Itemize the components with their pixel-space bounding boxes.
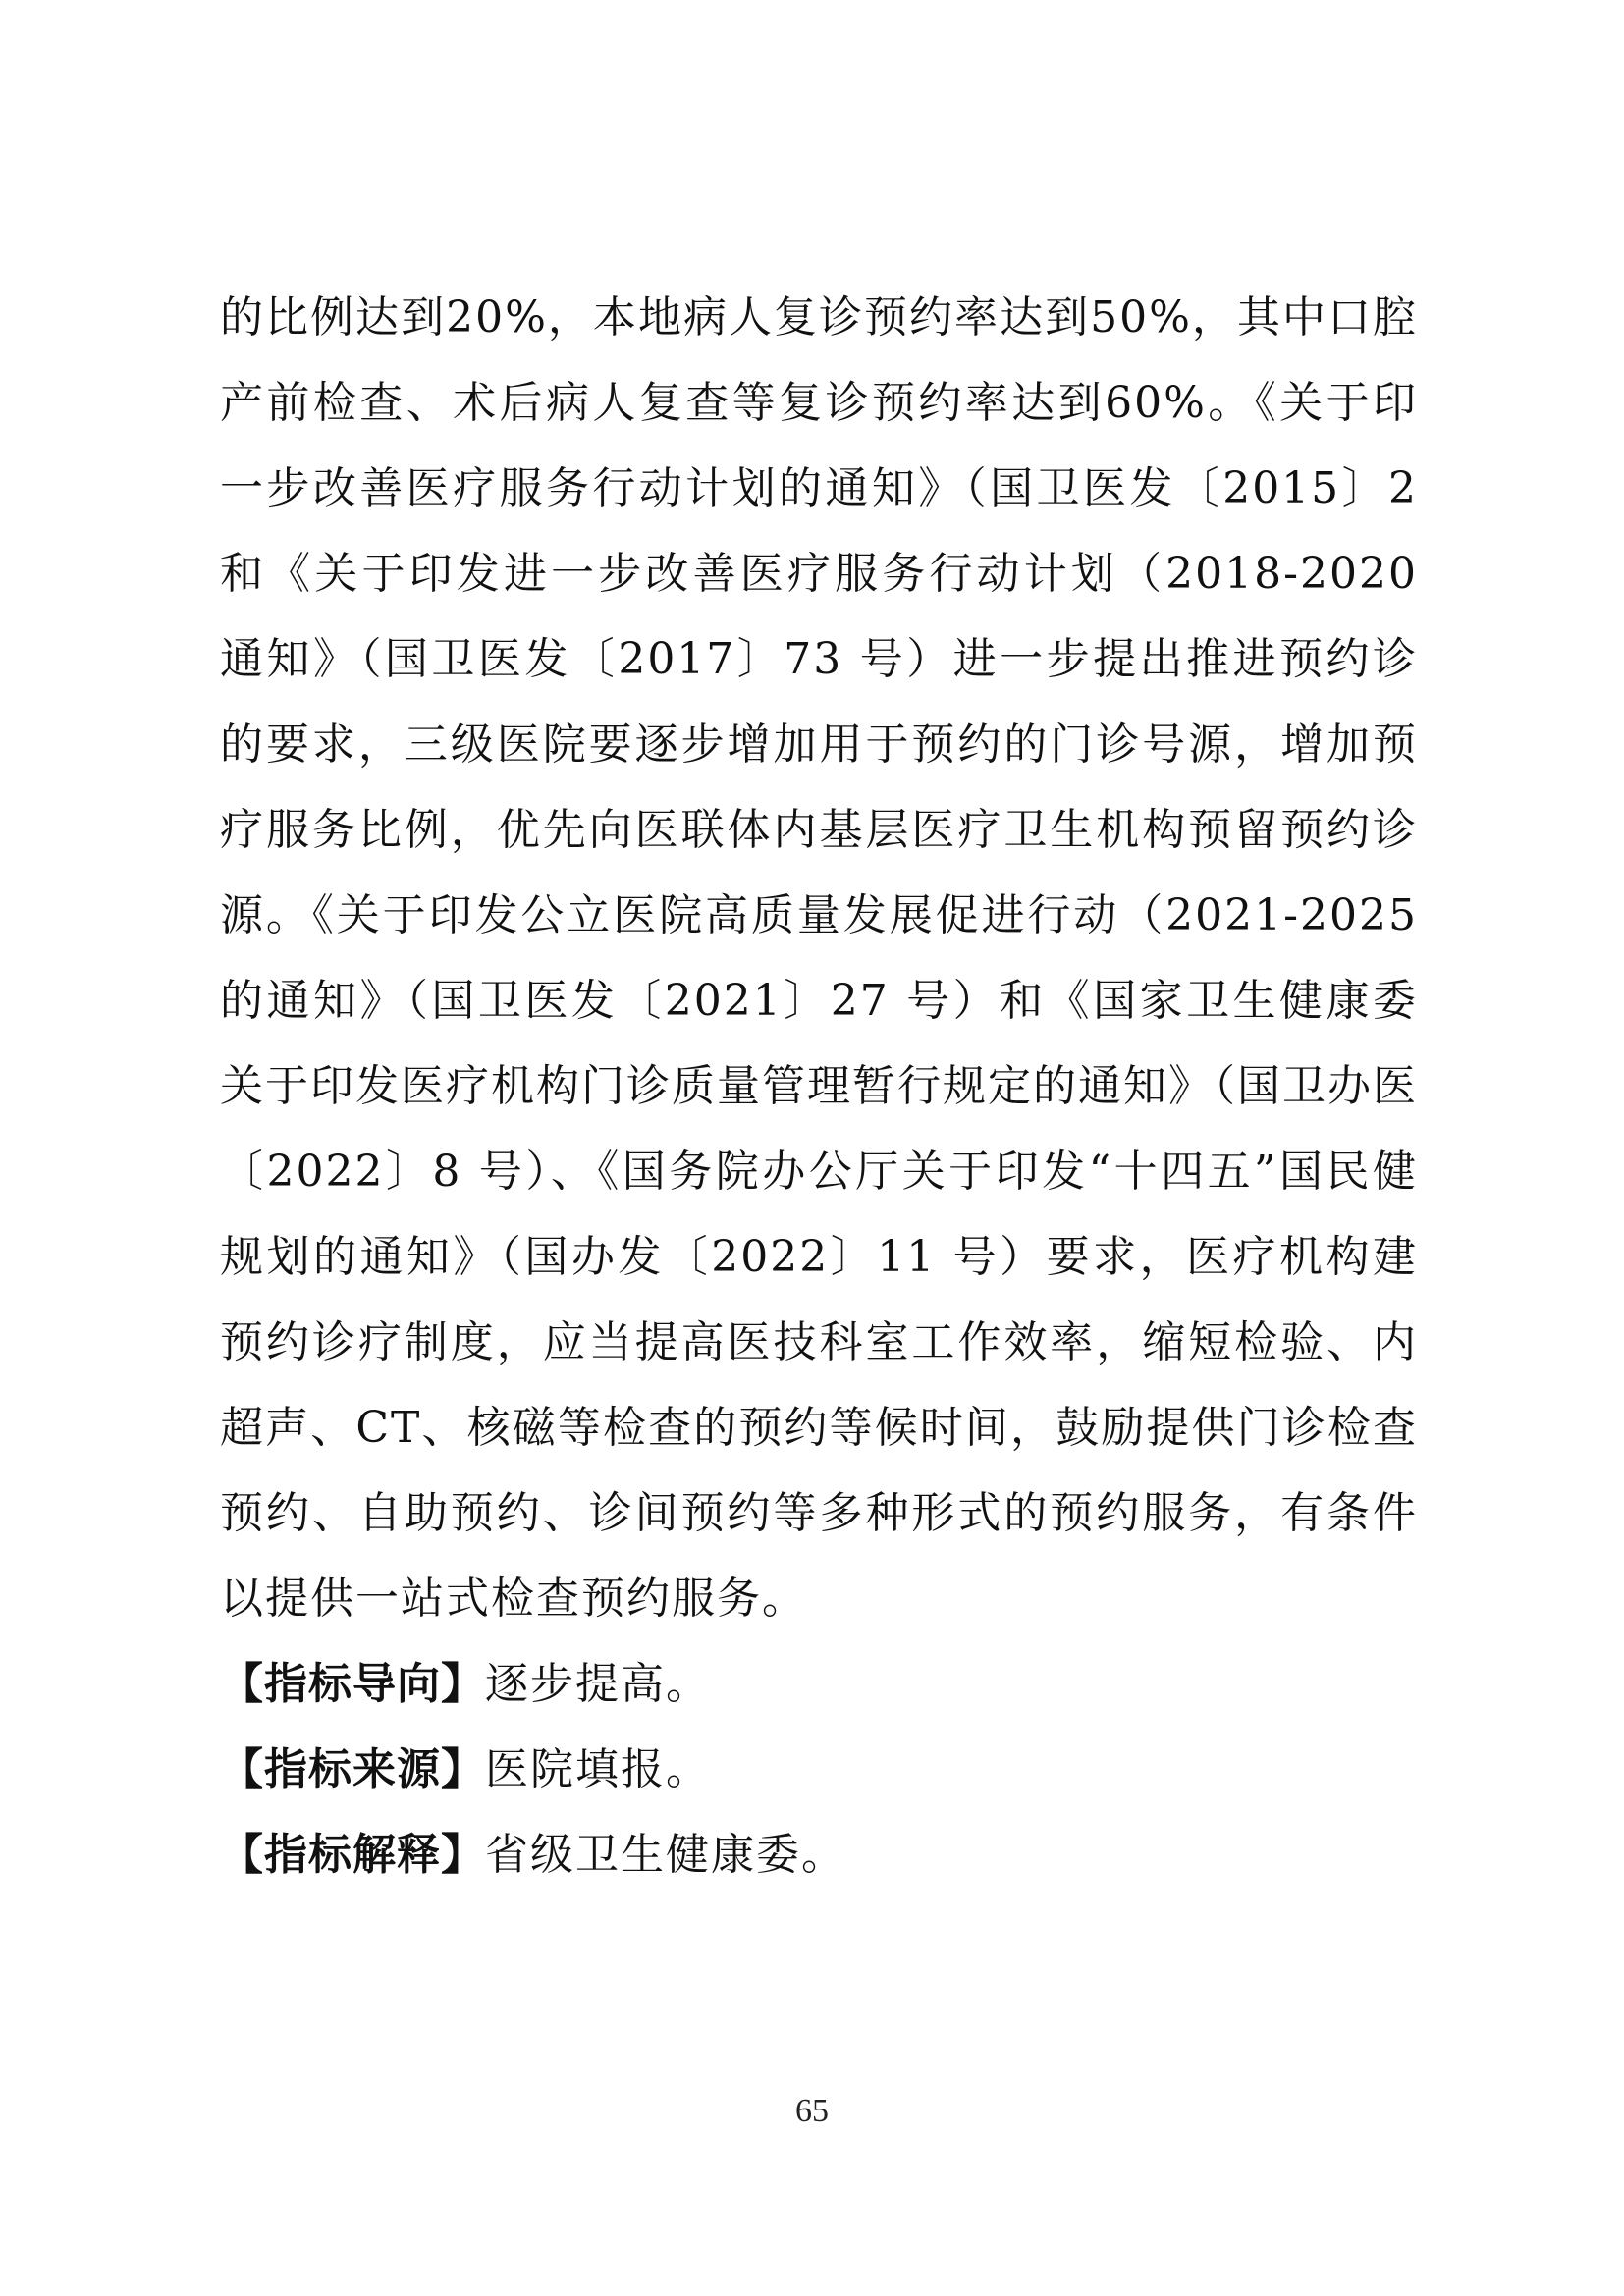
paragraph-line: 的通知》（国卫医发〔2021〕27 号）和《国家卫生健康委 xyxy=(220,976,1418,1026)
paragraph-line: 的要求，三级医院要逐步增加用于预约的门诊号源，增加预 xyxy=(220,720,1418,770)
paragraph-line: 和《关于印发进一步改善医疗服务行动计划（2018-2020 xyxy=(220,549,1418,599)
indicator-source-label: 【指标来源】 xyxy=(220,1744,485,1794)
paragraph-line: 关于印发医疗机构门诊质量管理暂行规定的通知》（国卫办医 xyxy=(220,1061,1418,1111)
paragraph-line: 产前检查、术后病人复查等复诊预约率达到60%。《关于印 xyxy=(220,378,1418,428)
indicator-source-text: 医院填报。 xyxy=(485,1744,711,1794)
body-text xyxy=(220,275,1418,1897)
paragraph-line: 超声、CT、核磁等检查的预约等候时间，鼓励提供门诊检查 xyxy=(220,1403,1418,1453)
indicator-interpretation xyxy=(220,1812,1418,1897)
paragraph-line: 以提供一站式检查预约服务。 xyxy=(220,1574,807,1624)
indicator-direction xyxy=(220,1641,1418,1727)
paragraph-line: 的比例达到20%，本地病人复诊预约率达到50%，其中口腔 xyxy=(220,293,1418,343)
indicator-direction-label: 【指标导向】 xyxy=(220,1659,485,1709)
page-number: 65 xyxy=(795,2093,829,2129)
indicator-source xyxy=(220,1727,1418,1812)
paragraph-line: 〔2022〕8 号）、《国务院办公厅关于印发“十四五”国民健 xyxy=(220,1147,1418,1197)
paragraph-line: 预约、自助预约、诊间预约等多种形式的预约服务，有条件 xyxy=(220,1488,1418,1538)
paragraph-line: 通知》（国卫医发〔2017〕73 号）进一步提出推进预约诊 xyxy=(220,634,1418,684)
paragraph-line: 疗服务比例，优先向医联体内基层医疗卫生机构预留预约诊 xyxy=(220,805,1418,855)
indicator-interpretation-text: 省级卫生健康委。 xyxy=(485,1830,846,1880)
paragraph-line: 预约诊疗制度，应当提高医技科室工作效率，缩短检验、内 xyxy=(220,1317,1418,1367)
paragraph-line: 规划的通知》（国办发〔2022〕11 号）要求，医疗机构建 xyxy=(220,1232,1418,1282)
paragraph-line: 一步改善医疗服务行动计划的通知》（国卫医发〔2015〕2 xyxy=(220,463,1418,513)
paragraph-line: 源。《关于印发公立医院高质量发展促进行动（2021-2025 xyxy=(220,890,1418,940)
indicator-direction-text: 逐步提高。 xyxy=(485,1659,711,1709)
indicator-interpretation-label: 【指标解释】 xyxy=(220,1830,485,1880)
